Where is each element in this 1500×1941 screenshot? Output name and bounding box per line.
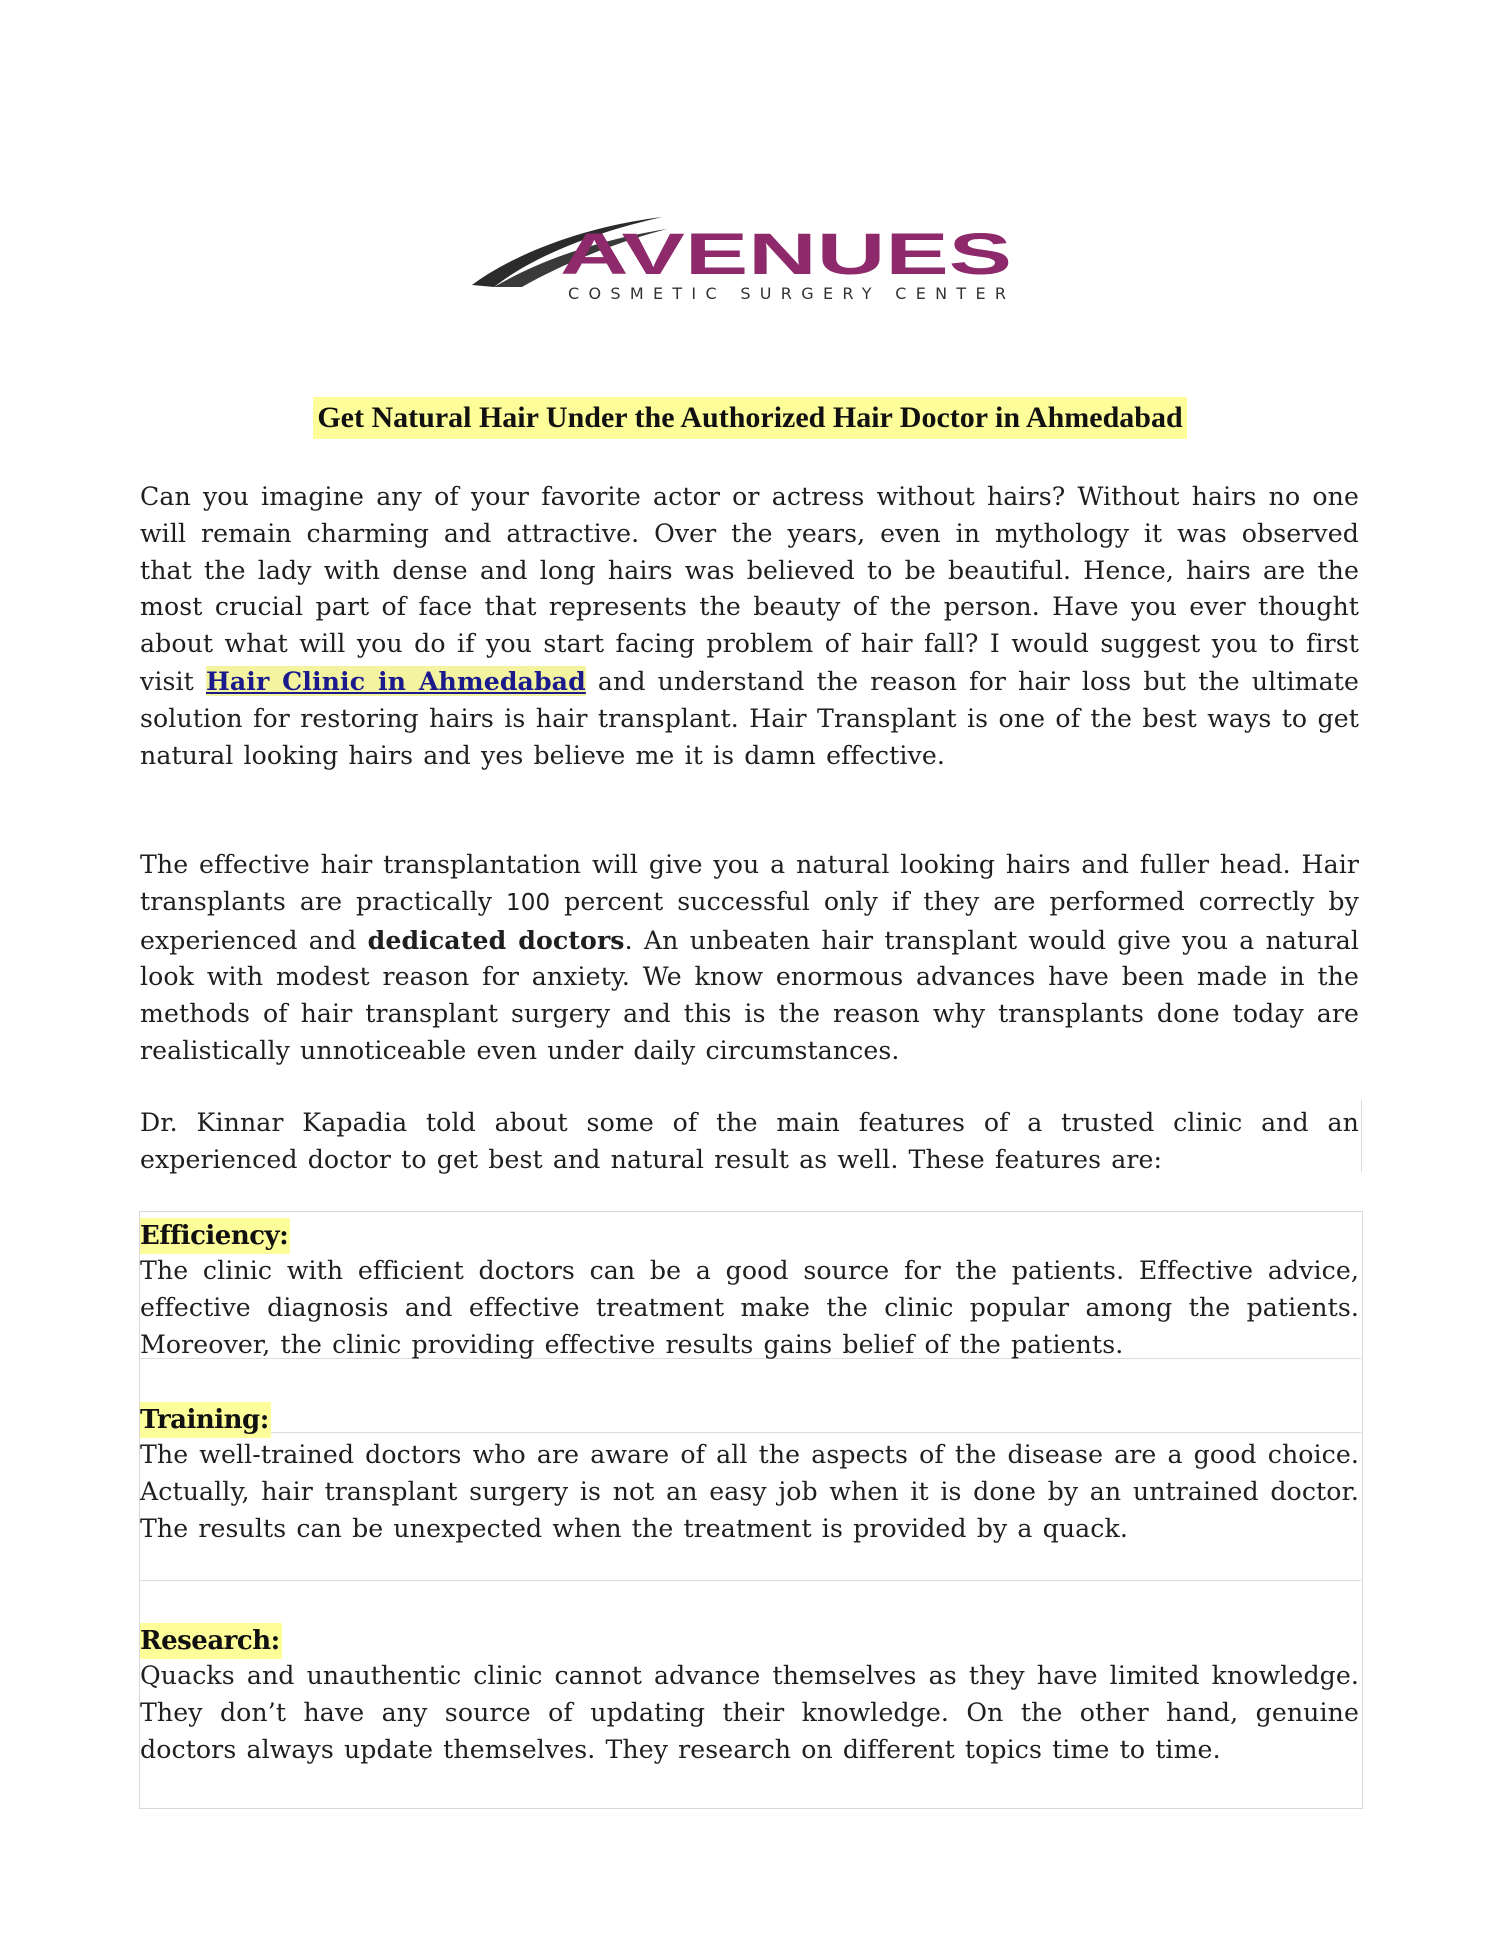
- paragraph-transplant-text-a: The effective hair transplantation will give you a natural looking hairs and fuller head. Hair transplants are practically: [140, 850, 1359, 916]
- section-text-efficiency: The clinic with efficient doctors can be a good source for the patients. Effective advice, effective diagnosis and effective treatment make the clinic popular among the patients. Moreover, the clinic providing effective results gains belief of the patients.: [140, 1256, 1359, 1359]
- dedicated-doctors-bold: dedicated doctors: [367, 924, 625, 955]
- paragraph-transplant-text-c: . An unbeaten hair transplant would give you a natural look with modest reason for anxiety. We know enormous advances have been made in the methods of hair transplant surgery and this is the reason why transplants done today are realistically unnoticeable even under daily circumstances.: [140, 925, 1359, 1065]
- page-title: Get Natural Hair Under the Authorized Hair Doctor in Ahmedabad: [313, 397, 1186, 439]
- title-wrap: [0, 397, 1500, 439]
- divider: [1361, 1100, 1362, 1172]
- paragraph-intro-text-b: and understand the reason for hair loss but the ultimate solution for restoring hairs is hair transplant. Hair Transplant is one of the best ways to get natural looking hairs and yes believe me it is damn effective.: [140, 666, 1360, 770]
- table-divider: [139, 1432, 1361, 1433]
- section-heading-training: Training:: [140, 1402, 271, 1438]
- section-heading-efficiency: Efficiency:: [140, 1218, 290, 1254]
- logo-graphic: [472, 215, 1032, 305]
- logo-brand-text: AVENUES: [560, 222, 1012, 287]
- paragraph-intro: [140, 479, 1359, 774]
- table-divider: [139, 1580, 1361, 1581]
- percent-number: 100: [506, 889, 551, 916]
- paragraph-features-intro: Dr. Kinnar Kapadia told about some of the main features of a trusted clinic and an experienced doctor to get best and natural result as well. These features are:: [140, 1108, 1359, 1174]
- section-text-research: Quacks and unauthentic clinic cannot advance themselves as they have limited knowledge. They don’t have any source of updating their knowledge. On the other hand, genuine doctors always update themselves. They research on different topics time to time.: [140, 1661, 1359, 1764]
- hair-clinic-link[interactable]: Hair Clinic in Ahmedabad: [205, 665, 586, 696]
- avenues-logo: [472, 215, 1032, 305]
- section-heading-research: Research:: [140, 1623, 282, 1659]
- paragraph-transplant: [140, 847, 1359, 1070]
- logo-tagline-text: COSMETIC SURGERY CENTER: [568, 284, 1006, 303]
- paragraph-transplant-text-b: percent successful only if they are performed correctly by experienced and: [140, 886, 1359, 955]
- section-text-training: The well-trained doctors who are aware of all the aspects of the disease are a good choice. Actually, hair transplant surgery is not an easy job when it is done by an untrained doctor. The results can be unexpected when the treatment is provided by a quack.: [140, 1440, 1359, 1543]
- paragraph-intro-text-a: Can you imagine any of your favorite actor or actress without hairs? Without hairs no one will remain charming and attractive. Over the years, even in mythology it was observed that the lady with dense and long hairs was believed to be beautiful. Hence, hairs are the most crucial part of face that represents the beauty of the person. Have you ever thought about what will you do if you start facing problem of hair fall? I would suggest you to first visit: [140, 482, 1359, 696]
